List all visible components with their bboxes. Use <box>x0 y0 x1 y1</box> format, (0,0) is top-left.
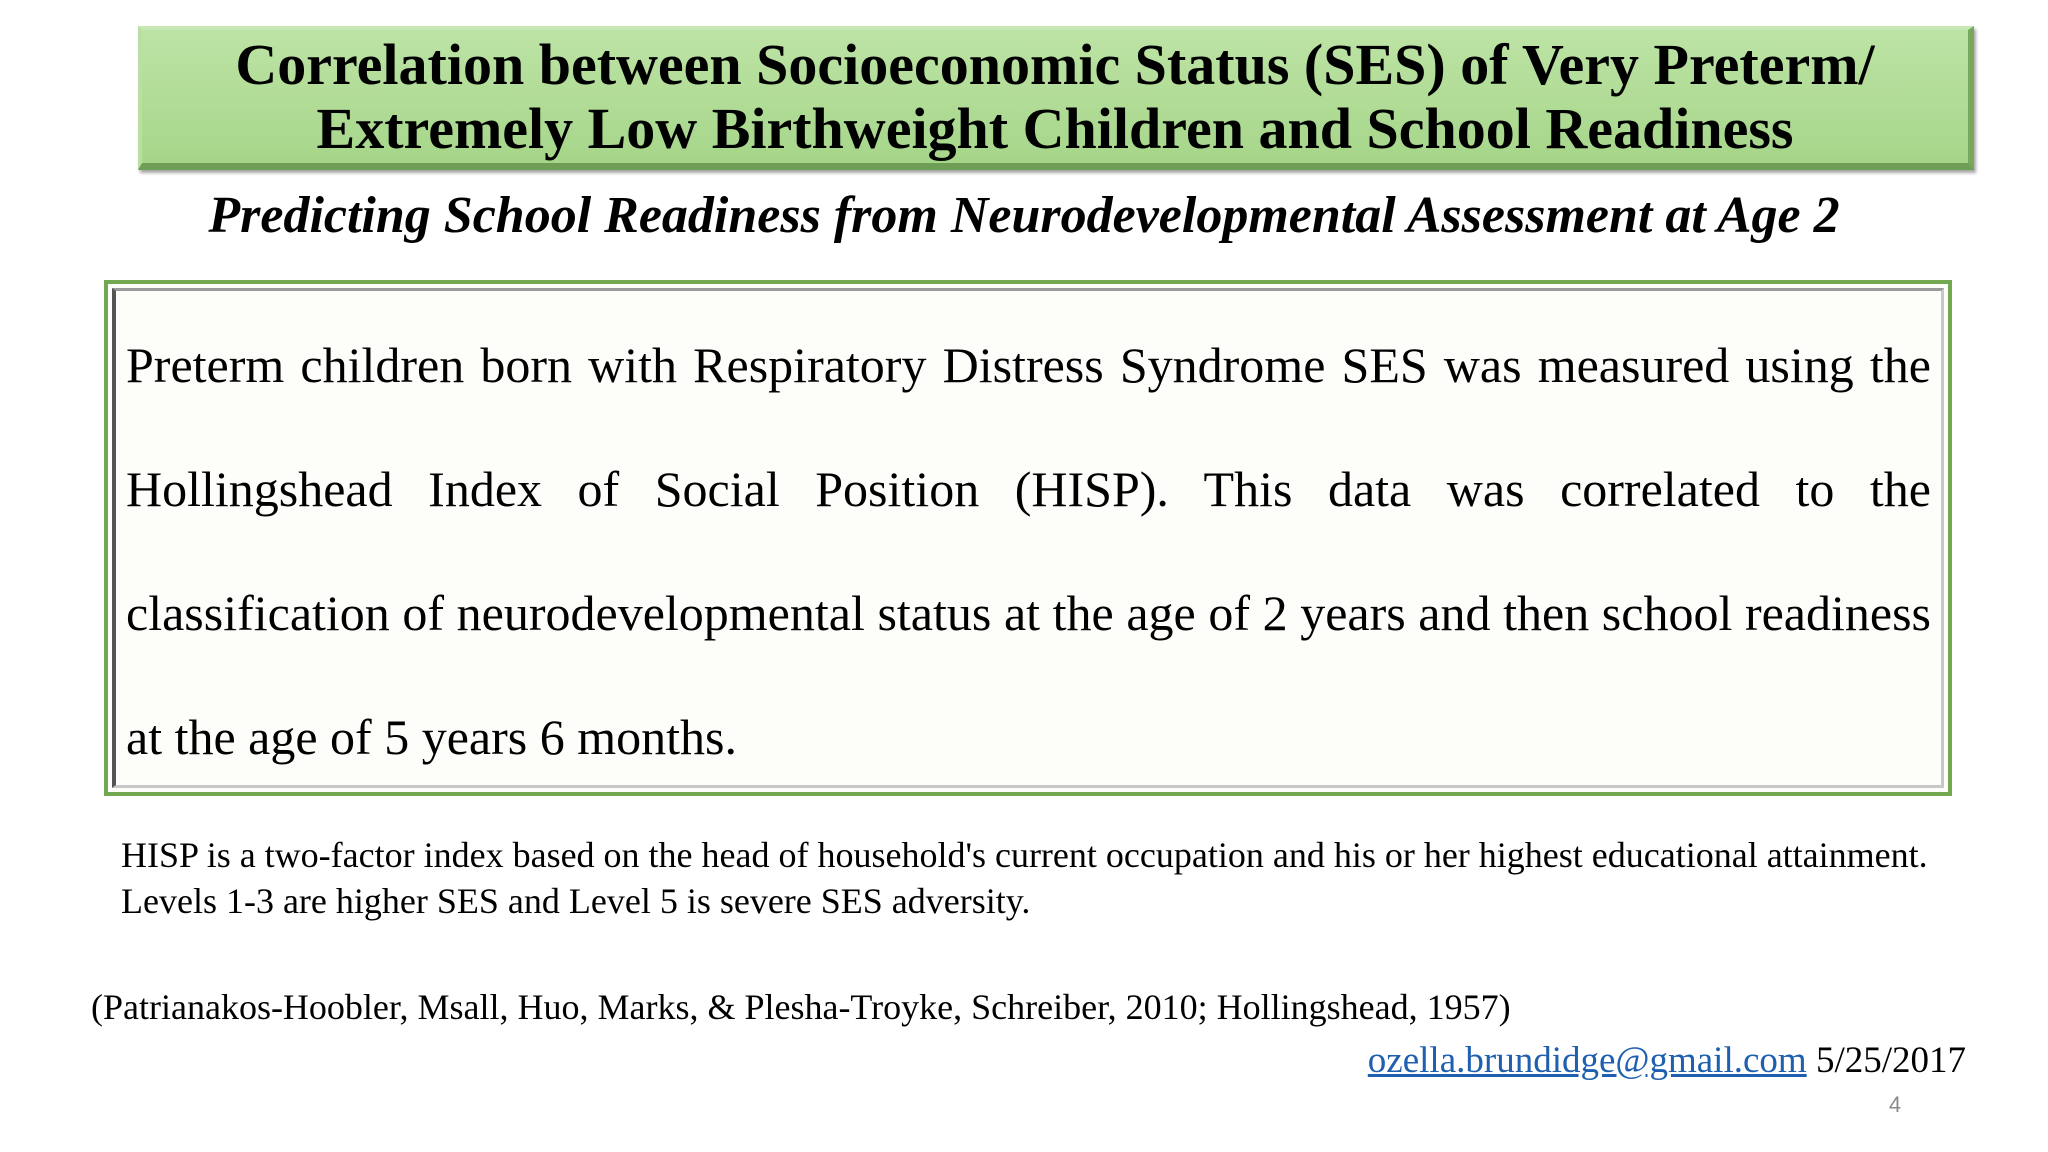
title-line-2: Extremely Low Birthweight Children and School Readiness <box>316 95 1794 161</box>
body-text-box <box>104 280 1952 796</box>
citation: (Patrianakos-Hoobler, Msall, Huo, Marks, & Plesha-Troyke, Schreiber, 2010; Hollingshead, 1957) <box>91 987 1511 1027</box>
body-text-frame <box>112 288 1944 788</box>
title-banner <box>138 26 1974 170</box>
title-line-1: Correlation between Socioeconomic Status (SES) of Very Preterm/ <box>235 31 1875 97</box>
page-number: 4 <box>1888 1092 1902 1117</box>
slide-subtitle: Predicting School Readiness from Neurodevelopmental Assessment at Age 2 <box>208 187 1840 244</box>
footer <box>1368 1038 1966 1084</box>
footer-date: 5/25/2017 <box>1815 1040 1966 1081</box>
email-link[interactable]: ozella.brundidge@gmail.com <box>1367 1040 1807 1081</box>
body-paragraph: Preterm children born with Respiratory Distress Syndrome SES was measured using the Hollingshead Index of Social Position (HISP). This data was correlated to the classification of neurodevelopmental status at the age of 2 years and then school readiness at the age of 5 years 6 months. <box>126 337 1931 765</box>
hisp-note: HISP is a two-factor index based on the head of household's current occupation and his or her highest educational attainment. Levels 1-3 are higher SES and Level 5 is severe SES adversity. <box>121 835 1928 921</box>
